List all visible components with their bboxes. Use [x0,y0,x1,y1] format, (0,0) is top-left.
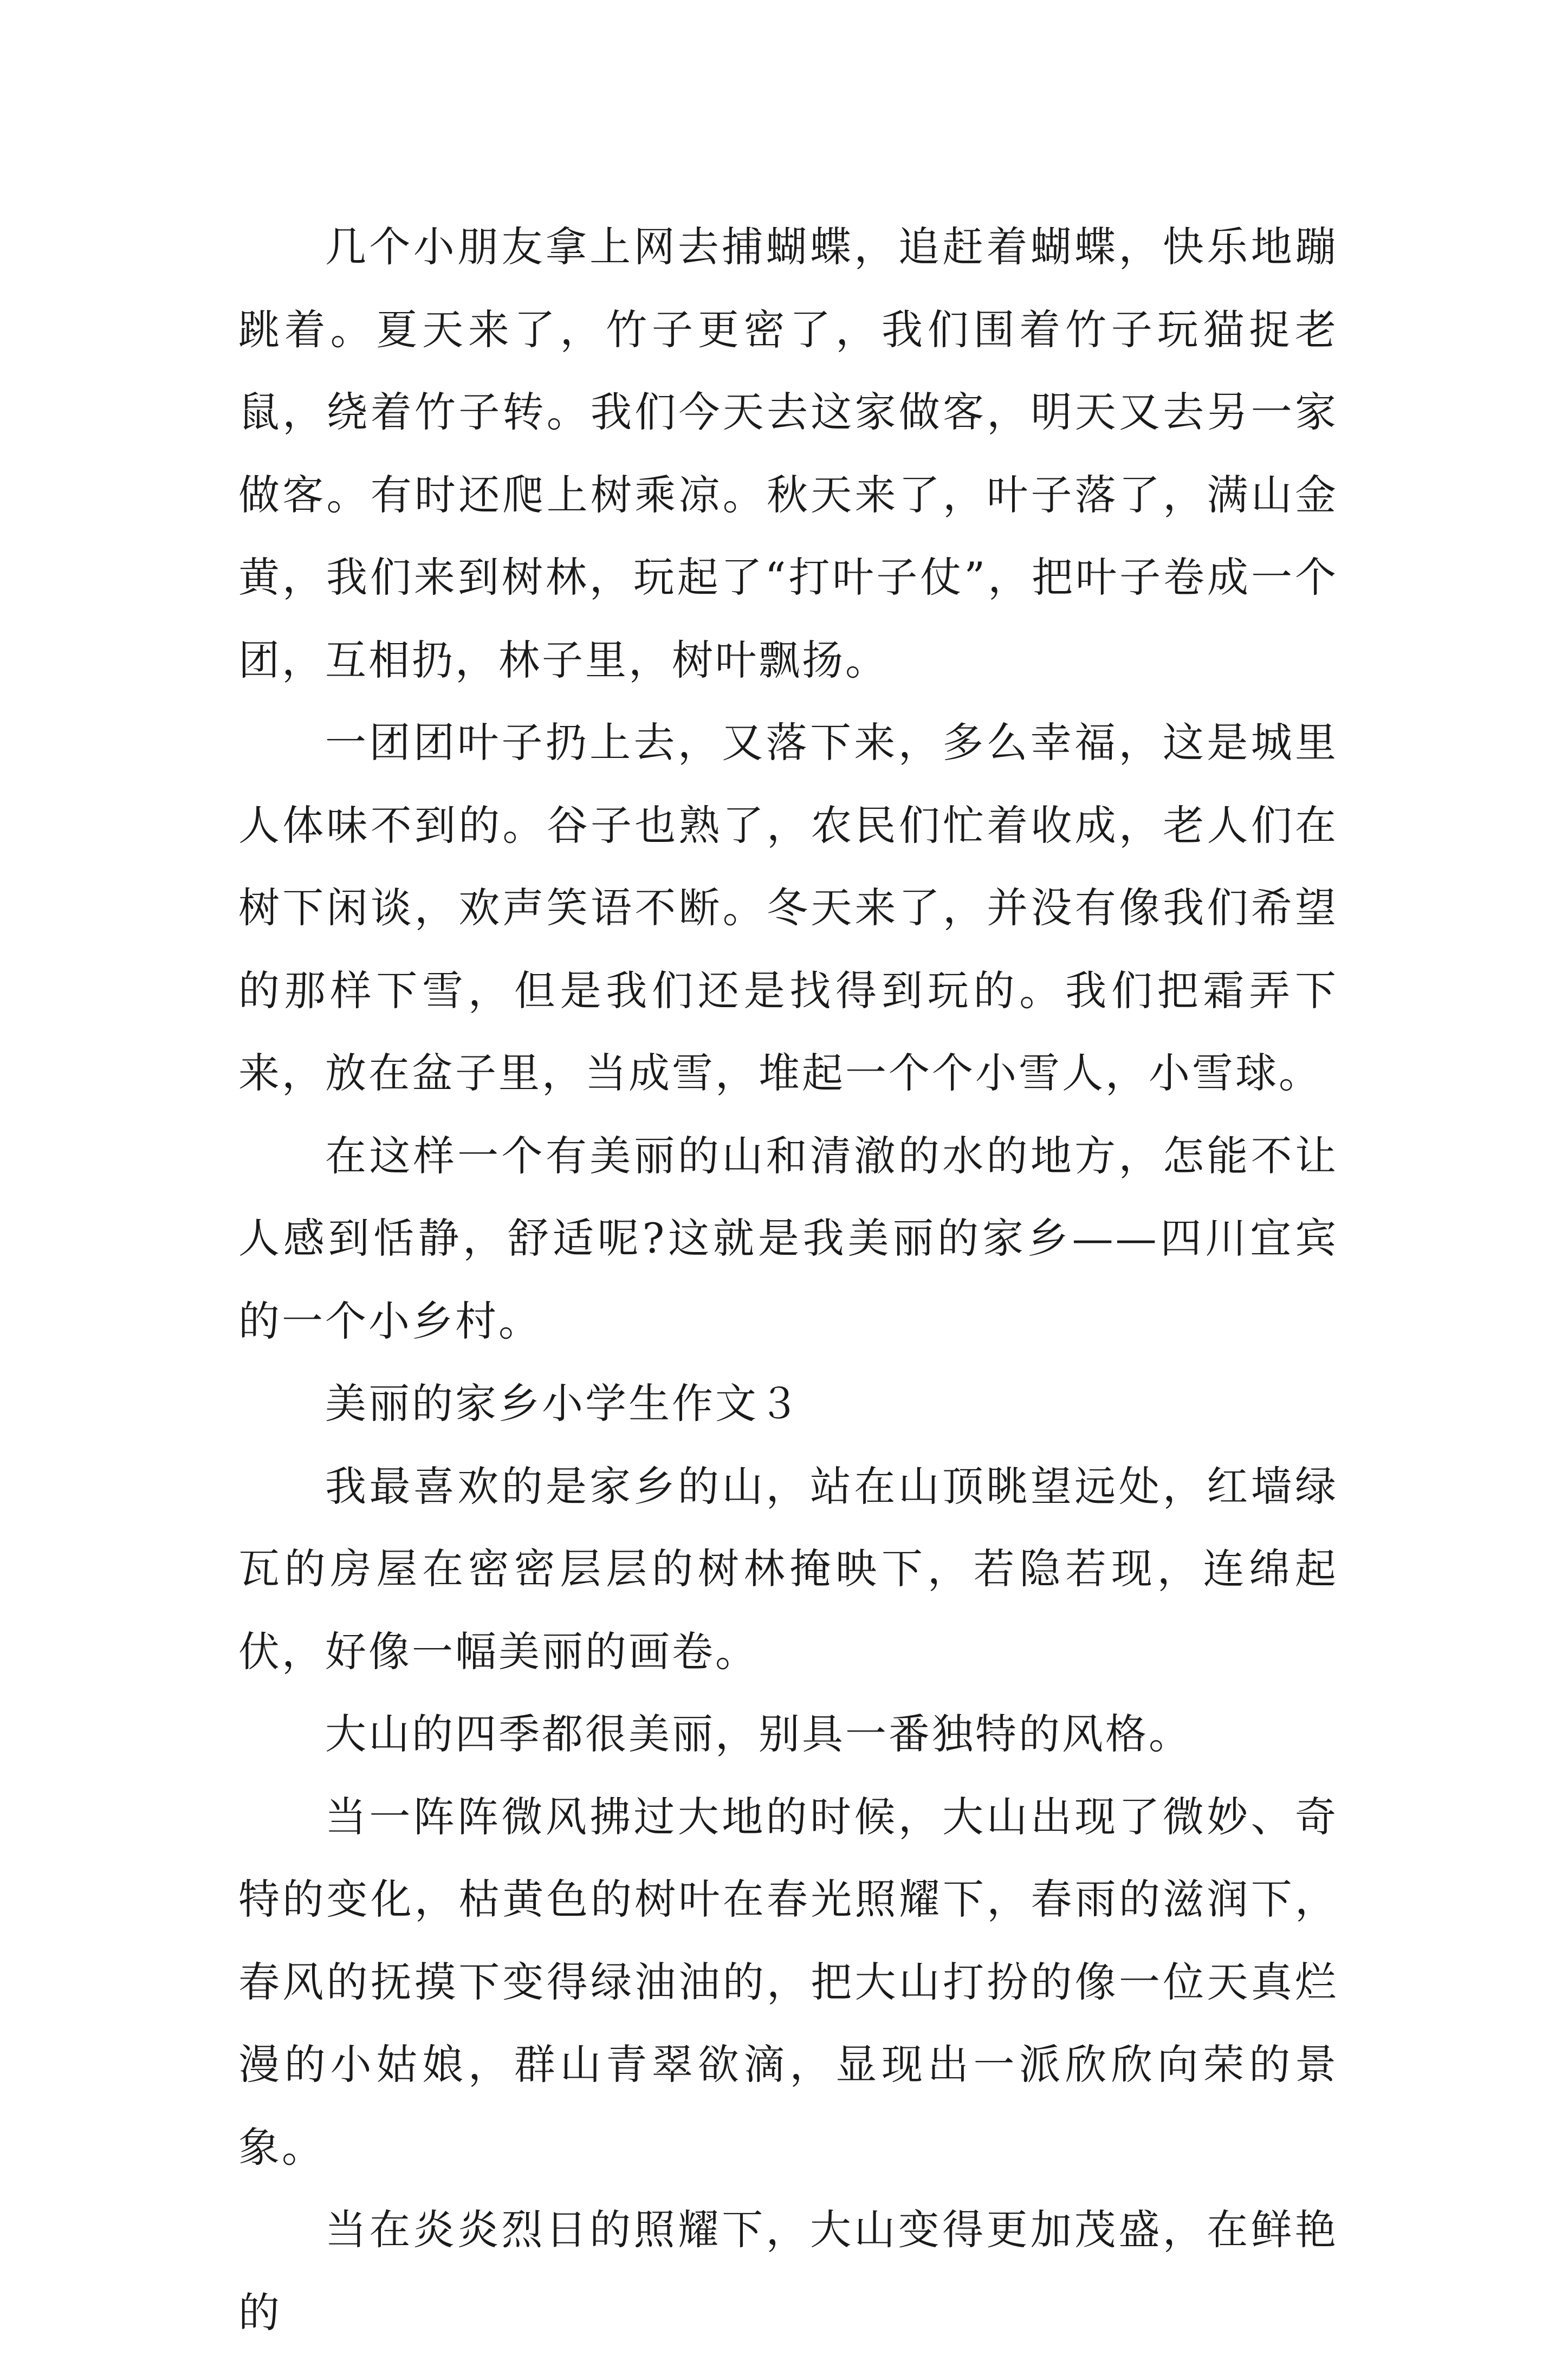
paragraph-4: 我最喜欢的是家乡的山，站在山顶眺望远处，红墙绿瓦的房屋在密密层层的树林掩映下，若隐若现，连绵起伏，好像一幅美丽的画卷。 [238,1462,1338,1676]
paragraph-3: 在这样一个有美丽的山和清澈的水的地方，怎能不让人感到恬静，舒适呢?这就是我美丽的家乡——四川宜宾的一个小乡村。 [238,1131,1338,1345]
paragraph-6: 当一阵阵微风拂过大地的时候，大山出现了微妙、奇特的变化，枯黄色的树叶在春光照耀下，春雨的滋润下，春风的抚摸下变得绿油油的，把大山打扮的像一位天真烂漫的小姑娘，群山青翠欲滴，显现出一派欣欣向荣的景象。 [238,1792,1338,2171]
section-heading: 美丽的家乡小学生作文３ [325,1379,802,1428]
paragraph-7: 当在炎炎烈日的照耀下，大山变得更加茂盛，在鲜艳的 [238,2206,1338,2337]
document-body [238,206,1338,2354]
paragraph-1: 几个小朋友拿上网去捕蝴蝶，追赶着蝴蝶，快乐地蹦跳着。夏天来了，竹子更密了，我们围着竹子玩猫捉老鼠，绕着竹子转。我们今天去这家做客，明天又去另一家做客。有时还爬上树乘凉。秋天来了，叶子落了，满山金黄，我们来到树林，玩起了“打叶子仗”，把叶子卷成一个团，互相扔，林子里，树叶飘扬。 [238,223,1338,684]
paragraph-5: 大山的四季都很美丽，别具一番独特的风格。 [325,1710,1192,1758]
paragraph-2: 一团团叶子扔上去，又落下来，多么幸福，这是城里人体味不到的。谷子也熟了，农民们忙着收成，老人们在树下闲谈，欢声笑语不断。冬天来了，并没有像我们希望的那样下雪，但是我们还是找得到玩的。我们把霜弄下来，放在盆子里，当成雪，堆起一个个小雪人，小雪球。 [238,718,1338,1097]
